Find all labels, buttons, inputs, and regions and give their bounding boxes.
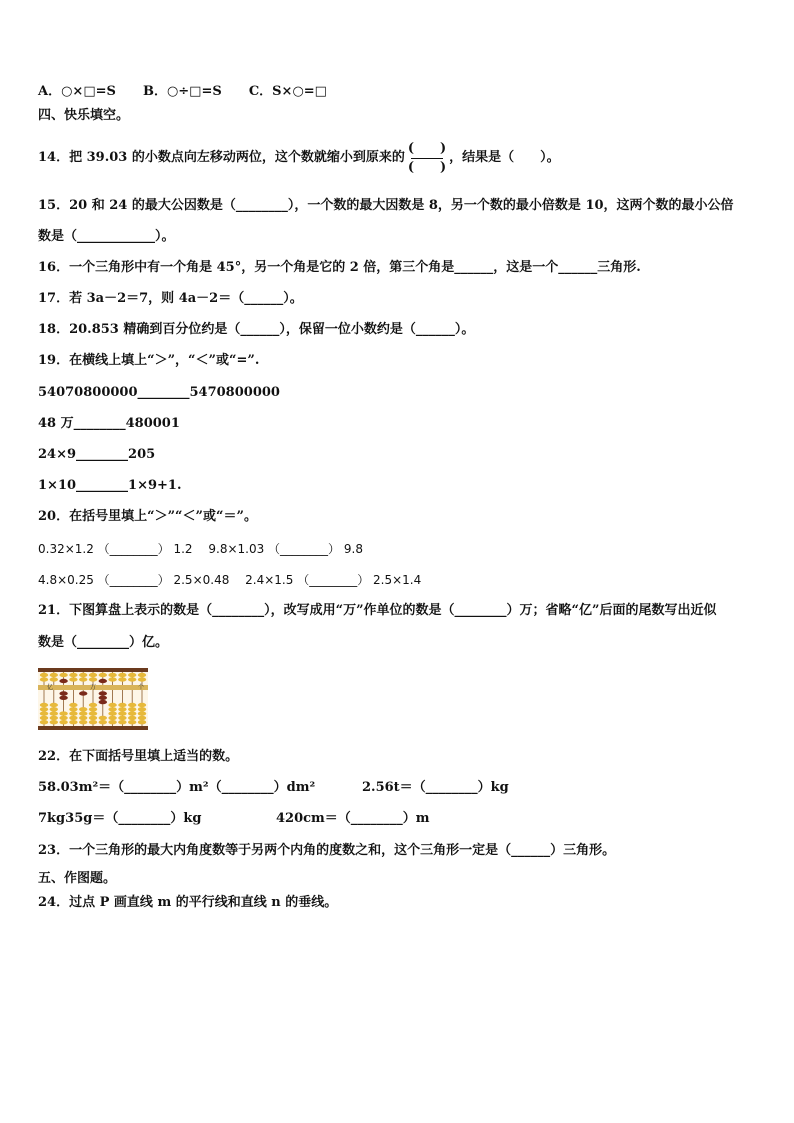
abacus-bead bbox=[40, 677, 48, 681]
question-23: 23．一个三角形的最大内角度数等于另两个内角的度数之和，这个三角形一定是（______）三角形。 bbox=[38, 843, 616, 858]
question-21-line2: 数是（________）亿。 bbox=[38, 635, 169, 650]
q14-fraction-numerator[interactable]: ( ) bbox=[407, 140, 447, 156]
abacus-bead bbox=[69, 673, 77, 677]
abacus-bead bbox=[108, 673, 116, 677]
abacus-bead bbox=[40, 673, 48, 677]
abacus-top-frame bbox=[38, 668, 148, 672]
abacus-bead bbox=[128, 703, 136, 707]
abacus-bead bbox=[50, 703, 58, 707]
fraction-bar bbox=[411, 158, 443, 159]
abacus-bead bbox=[40, 711, 48, 715]
abacus-bead bbox=[59, 711, 67, 715]
abacus-bead bbox=[69, 720, 77, 724]
abacus-label-wan: 万 bbox=[90, 684, 97, 691]
option-a[interactable]: A．○×□=S bbox=[38, 84, 116, 99]
abacus-bead bbox=[50, 673, 58, 677]
q19-row-3: 24×9________205 bbox=[38, 447, 156, 462]
q22-row-2a: 7kg35g＝（________）kg bbox=[38, 811, 202, 826]
section-4-title: 四、快乐填空。 bbox=[38, 108, 130, 123]
abacus-bead bbox=[79, 711, 87, 715]
abacus-bead bbox=[89, 720, 97, 724]
abacus-bead bbox=[128, 677, 136, 681]
abacus-bead bbox=[108, 707, 116, 711]
abacus-bead bbox=[118, 707, 126, 711]
q19-row-1: 54070800000________5470800000 bbox=[38, 385, 280, 400]
q19-row-2: 48 万________480001 bbox=[38, 416, 180, 431]
abacus-bead bbox=[99, 696, 107, 700]
abacus-bead bbox=[69, 716, 77, 720]
abacus-bead bbox=[50, 707, 58, 711]
abacus-bead bbox=[59, 679, 67, 683]
abacus-bead bbox=[138, 711, 146, 715]
q20-row-2: 4.8×0.25 （________） 2.5×0.48 2.4×1.5 （________） 2.5×1.4 bbox=[38, 573, 422, 587]
abacus-bead bbox=[89, 673, 97, 677]
abacus-bead bbox=[89, 707, 97, 711]
q22-row-1b: 2.56t＝（________）kg bbox=[362, 780, 509, 795]
q20-row-1: 0.32×1.2 （________） 1.2 9.8×1.03 （________） 9.8 bbox=[38, 542, 363, 556]
question-24: 24．过点 P 画直线 m 的平行线和直线 n 的垂线。 bbox=[38, 895, 338, 910]
abacus-bead bbox=[79, 716, 87, 720]
option-b[interactable]: B．○÷□=S bbox=[142, 84, 222, 99]
question-21-line1: 21．下图算盘上表示的数是（________），改写成用“万”作单位的数是（________）万；省略“亿”后面的尾数写出近似 bbox=[38, 603, 717, 618]
abacus-bead bbox=[50, 720, 58, 724]
abacus-bead bbox=[40, 707, 48, 711]
abacus-bead bbox=[40, 720, 48, 724]
question-14 bbox=[38, 138, 560, 178]
abacus-bead bbox=[59, 720, 67, 724]
q14-text-after: ，结果是（ ）。 bbox=[449, 150, 560, 165]
abacus-bead bbox=[128, 707, 136, 711]
question-19-prompt: 19．在横线上填上“＞”，“＜”或“=”. bbox=[38, 353, 260, 368]
q22-row-2b: 420cm＝（________）m bbox=[276, 811, 430, 826]
abacus-bead bbox=[128, 711, 136, 715]
abacus-bead bbox=[118, 703, 126, 707]
abacus-bead bbox=[50, 716, 58, 720]
abacus-bead bbox=[79, 677, 87, 681]
abacus-bead bbox=[138, 716, 146, 720]
abacus-bead bbox=[128, 673, 136, 677]
abacus-bead bbox=[40, 716, 48, 720]
abacus-bead bbox=[128, 716, 136, 720]
abacus-bead bbox=[79, 720, 87, 724]
abacus-bead bbox=[59, 716, 67, 720]
question-15-line2: 数是（____________）。 bbox=[38, 229, 175, 244]
abacus-bead bbox=[138, 707, 146, 711]
abacus-bead bbox=[138, 677, 146, 681]
q14-text-before: 14．把 39.03 的小数点向左移动两位，这个数就缩小到原来的 bbox=[38, 150, 405, 165]
answer-options-line bbox=[38, 84, 327, 100]
abacus-bead bbox=[50, 677, 58, 681]
q22-row-1a: 58.03m²＝（________）m²（________）dm² bbox=[38, 780, 316, 795]
question-15-line1: 15．20 和 24 的最大公因数是（________），一个数的最大因数是 8，另一个数的最小倍数是 10，这两个数的最小公倍 bbox=[38, 198, 734, 213]
abacus-bead bbox=[89, 711, 97, 715]
abacus-bead bbox=[118, 716, 126, 720]
abacus-bead bbox=[99, 720, 107, 724]
abacus-bead bbox=[79, 673, 87, 677]
abacus-bead bbox=[69, 711, 77, 715]
abacus-bead bbox=[89, 716, 97, 720]
abacus-bead bbox=[128, 720, 136, 724]
abacus-bead bbox=[138, 673, 146, 677]
abacus-label-yi: 亿 bbox=[47, 684, 54, 691]
abacus-bead bbox=[108, 720, 116, 724]
abacus-bead bbox=[89, 677, 97, 681]
abacus-bead bbox=[118, 720, 126, 724]
abacus-bead bbox=[108, 711, 116, 715]
q19-row-4: 1×10________1×9+1. bbox=[38, 478, 182, 493]
abacus-bead bbox=[108, 703, 116, 707]
abacus-bead bbox=[59, 673, 67, 677]
question-20-prompt: 20．在括号里填上“＞”“＜”或“＝”。 bbox=[38, 509, 257, 524]
abacus-bead bbox=[59, 696, 67, 700]
section-5-title: 五、作图题。 bbox=[38, 871, 117, 886]
q14-fraction bbox=[408, 141, 446, 176]
question-16: 16．一个三角形中有一个角是 45°，另一个角是它的 2 倍，第三个角是______，这是一个______三角形. bbox=[38, 260, 641, 275]
abacus-bead bbox=[108, 716, 116, 720]
abacus-label-ge: 个 bbox=[138, 684, 145, 691]
abacus-bead bbox=[69, 703, 77, 707]
q14-fraction-denominator[interactable]: ( ) bbox=[407, 159, 447, 175]
abacus-bead bbox=[69, 707, 77, 711]
abacus-bead bbox=[99, 716, 107, 720]
abacus-bead bbox=[99, 691, 107, 695]
abacus-bead bbox=[50, 711, 58, 715]
abacus-bead bbox=[69, 677, 77, 681]
abacus-bead bbox=[59, 691, 67, 695]
question-22-prompt: 22．在下面括号里填上适当的数。 bbox=[38, 749, 239, 764]
option-c[interactable]: C．S×○=□ bbox=[248, 84, 327, 99]
abacus-bead bbox=[99, 673, 107, 677]
abacus-figure bbox=[38, 668, 148, 730]
abacus-bead bbox=[40, 703, 48, 707]
abacus-bead bbox=[118, 673, 126, 677]
abacus-bead bbox=[99, 679, 107, 683]
question-17: 17．若 3a－2＝7，则 4a－2＝（______）。 bbox=[38, 291, 303, 306]
abacus-bead bbox=[79, 707, 87, 711]
abacus-bottom-frame bbox=[38, 726, 148, 730]
abacus-bead bbox=[118, 711, 126, 715]
abacus-bead bbox=[138, 720, 146, 724]
abacus-bead bbox=[108, 677, 116, 681]
abacus-bead bbox=[79, 691, 87, 695]
abacus-bead bbox=[99, 700, 107, 704]
abacus-bead bbox=[118, 677, 126, 681]
abacus-bead bbox=[138, 703, 146, 707]
question-18: 18．20.853 精确到百分位约是（______），保留一位小数约是（______）。 bbox=[38, 322, 475, 337]
abacus-bead bbox=[89, 703, 97, 707]
